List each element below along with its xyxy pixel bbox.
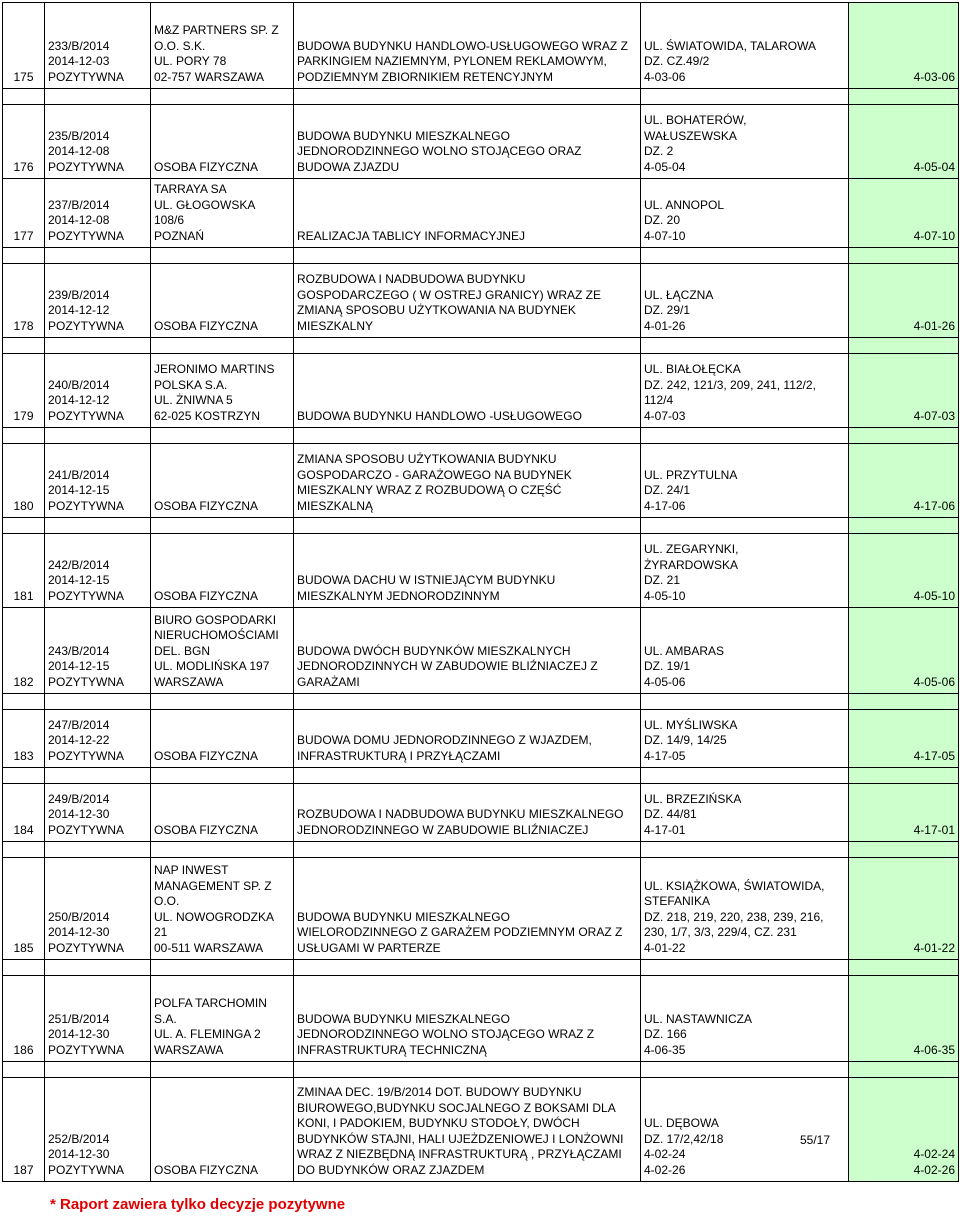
area-code: 4-01-22 [849,858,959,960]
location: UL. DĘBOWA DZ. 17/2,42/18 4-02-24 4-02-26 [641,1078,849,1182]
decision-number: 250/B/2014 2014-12-30 POZYTYWNA [45,858,151,960]
area-code: 4-17-05 [849,710,959,768]
decision-number: 235/B/2014 2014-12-08 POZYTYWNA [45,105,151,179]
row-number: 186 [3,976,45,1062]
decision-number: 241/B/2014 2014-12-15 POZYTYWNA [45,444,151,518]
table-row [3,976,959,1062]
row-number: 177 [3,179,45,248]
area-code: 4-05-06 [849,608,959,694]
table-row [3,1078,959,1182]
applicant: OSOBA FIZYCZNA [151,784,294,842]
table-row [3,105,959,179]
applicant: OSOBA FIZYCZNA [151,1078,294,1182]
applicant: OSOBA FIZYCZNA [151,710,294,768]
row-spacer [3,248,959,264]
page-number: 55/17 [800,1133,831,1147]
location: UL. ANNOPOL DZ. 20 4-07-10 [641,179,849,248]
row-spacer [3,89,959,105]
table-row [3,354,959,428]
applicant: OSOBA FIZYCZNA [151,534,294,608]
applicant: OSOBA FIZYCZNA [151,264,294,338]
project-description: ZMIANA SPOSOBU UŻYTKOWANIA BUDYNKU GOSPODARCZO - GARAŻOWEGO NA BUDYNEK MIESZKALNY WRAZ Z ROZBUDOWĄ O CZĘŚĆ MIESZKALNĄ [294,444,641,518]
row-spacer [3,518,959,534]
row-number: 185 [3,858,45,960]
location: UL. AMBARAS DZ. 19/1 4-05-06 [641,608,849,694]
applicant: OSOBA FIZYCZNA [151,105,294,179]
project-description: ZMINAA DEC. 19/B/2014 DOT. BUDOWY BUDYNKU BIUROWEGO,BUDYNKU SOCJALNEGO Z BOKSAMI DLA KONI, I PADOKIEM, BUDYNKU STODOŁY, DWÓCH BUDYNKÓW STAJNI, HALI UJEŻDZENIOWEJ I LONŻOWNI WRAZ Z NIEZBĘDNĄ INFRASTRUKTURĄ , PRZYŁĄCZAMI DO BUDYNKÓW ORAZ ZJAZDEM [294,1078,641,1182]
applicant: TARRAYA SA UL. GŁOGOWSKA 108/6 POZNAŃ [151,179,294,248]
table-row [3,534,959,608]
location: UL. BIAŁOŁĘCKA DZ. 242, 121/3, 209, 241, 112/2, 112/4 4-07-03 [641,354,849,428]
row-number: 176 [3,105,45,179]
table-row [3,784,959,842]
row-spacer [3,428,959,444]
decision-number: 252/B/2014 2014-12-30 POZYTYWNA [45,1078,151,1182]
project-description: BUDOWA DWÓCH BUDYNKÓW MIESZKALNYCH JEDNORODZINNYCH W ZABUDOWIE BLIŹNIACZEJ Z GARAŻAMI [294,608,641,694]
location: UL. PRZYTULNA DZ. 24/1 4-17-06 [641,444,849,518]
row-spacer [3,768,959,784]
row-spacer [3,694,959,710]
table-row [3,608,959,694]
applicant: NAP INWEST MANAGEMENT SP. Z O.O. UL. NOWOGRODZKA 21 00-511 WARSZAWA [151,858,294,960]
applicant: POLFA TARCHOMIN S.A. UL. A. FLEMINGA 2 WARSZAWA [151,976,294,1062]
table-row [3,264,959,338]
row-number: 183 [3,710,45,768]
decision-number: 242/B/2014 2014-12-15 POZYTYWNA [45,534,151,608]
project-description: BUDOWA BUDYNKU HANDLOWO-USŁUGOWEGO WRAZ Z PARKINGIEM NAZIEMNYM, PYLONEM REKLAMOWYM, PODZIEMNYM ZBIORNIKIEM RETENCYJNYM [294,3,641,89]
applicant: M&Z PARTNERS SP. Z O.O. S.K. UL. PORY 78 02-757 WARSZAWA [151,3,294,89]
table-row [3,710,959,768]
applicant: OSOBA FIZYCZNA [151,444,294,518]
area-code: 4-07-10 [849,179,959,248]
location: UL. BRZEZIŃSKA DZ. 44/81 4-17-01 [641,784,849,842]
footnote: * Raport zawiera tylko decyzje pozytywne [50,1196,346,1213]
decision-number: 249/B/2014 2014-12-30 POZYTYWNA [45,784,151,842]
project-description: BUDOWA BUDYNKU MIESZKALNEGO JEDNORODZINNEGO WOLNO STOJĄCEGO WRAZ Z INFRASTRUKTURĄ TECHNICZNĄ [294,976,641,1062]
area-code: 4-07-03 [849,354,959,428]
decision-number: 237/B/2014 2014-12-08 POZYTYWNA [45,179,151,248]
table-row [3,444,959,518]
area-code: 4-02-24 4-02-26 [849,1078,959,1182]
location: UL. ŚWIATOWIDA, TALAROWA DZ. CZ.49/2 4-03-06 [641,3,849,89]
row-spacer [3,1062,959,1078]
location: UL. ZEGARYNKI, ŻYRARDOWSKA DZ. 21 4-05-10 [641,534,849,608]
row-number: 175 [3,3,45,89]
location: UL. NASTAWNICZA DZ. 166 4-06-35 [641,976,849,1062]
decision-number: 243/B/2014 2014-12-15 POZYTYWNA [45,608,151,694]
row-number: 187 [3,1078,45,1182]
row-spacer [3,338,959,354]
applicant: BIURO GOSPODARKI NIERUCHOMOŚCIAMI DEL. BGN UL. MODLIŃSKA 197 WARSZAWA [151,608,294,694]
decision-number: 233/B/2014 2014-12-03 POZYTYWNA [45,3,151,89]
table-row [3,3,959,89]
decision-number: 247/B/2014 2014-12-22 POZYTYWNA [45,710,151,768]
row-number: 180 [3,444,45,518]
decisions-table [2,2,959,1182]
row-number: 178 [3,264,45,338]
project-description: REALIZACJA TABLICY INFORMACYJNEJ [294,179,641,248]
area-code: 4-05-04 [849,105,959,179]
project-description: BUDOWA BUDYNKU HANDLOWO -USŁUGOWEGO [294,354,641,428]
area-code: 4-06-35 [849,976,959,1062]
table-row [3,858,959,960]
location: UL. ŁĄCZNA DZ. 29/1 4-01-26 [641,264,849,338]
row-number: 179 [3,354,45,428]
table-row [3,179,959,248]
project-description: ROZBUDOWA I NADBUDOWA BUDYNKU GOSPODARCZEGO ( W OSTREJ GRANICY) WRAZ ZE ZMIANĄ SPOSOBU UŻYTKOWANIA NA BUDYNEK MIESZKALNY [294,264,641,338]
area-code: 4-17-01 [849,784,959,842]
applicant: JERONIMO MARTINS POLSKA S.A. UL. ŻNIWNA 5 62-025 KOSTRZYN [151,354,294,428]
location: UL. BOHATERÓW, WAŁUSZEWSKA DZ. 2 4-05-04 [641,105,849,179]
area-code: 4-17-06 [849,444,959,518]
area-code: 4-01-26 [849,264,959,338]
row-number: 184 [3,784,45,842]
project-description: BUDOWA BUDYNKU MIESZKALNEGO JEDNORODZINNEGO WOLNO STOJĄCEGO ORAZ BUDOWA ZJAZDU [294,105,641,179]
area-code: 4-05-10 [849,534,959,608]
project-description: BUDOWA DACHU W ISTNIEJĄCYM BUDYNKU MIESZKALNYM JEDNORODZINNYM [294,534,641,608]
project-description: BUDOWA BUDYNKU MIESZKALNEGO WIELORODZINNEGO Z GARAŻEM PODZIEMNYM ORAZ Z USŁUGAMI W PARTERZE [294,858,641,960]
project-description: ROZBUDOWA I NADBUDOWA BUDYNKU MIESZKALNEGO JEDNORODZINNEGO W ZABUDOWIE BLIŹNIACZEJ [294,784,641,842]
decision-number: 251/B/2014 2014-12-30 POZYTYWNA [45,976,151,1062]
location: UL. MYŚLIWSKA DZ. 14/9, 14/25 4-17-05 [641,710,849,768]
row-spacer [3,842,959,858]
row-number: 182 [3,608,45,694]
decision-number: 240/B/2014 2014-12-12 POZYTYWNA [45,354,151,428]
row-number: 181 [3,534,45,608]
row-spacer [3,960,959,976]
decision-number: 239/B/2014 2014-12-12 POZYTYWNA [45,264,151,338]
project-description: BUDOWA DOMU JEDNORODZINNEGO Z WJAZDEM, INFRASTRUKTURĄ I PRZYŁĄCZAMI [294,710,641,768]
area-code: 4-03-06 [849,3,959,89]
location: UL. KSIĄŻKOWA, ŚWIATOWIDA, STEFANIKA DZ. 218, 219, 220, 238, 239, 216, 230, 1/7, 3/3, 229/4, CZ. 231 4-01-22 [641,858,849,960]
